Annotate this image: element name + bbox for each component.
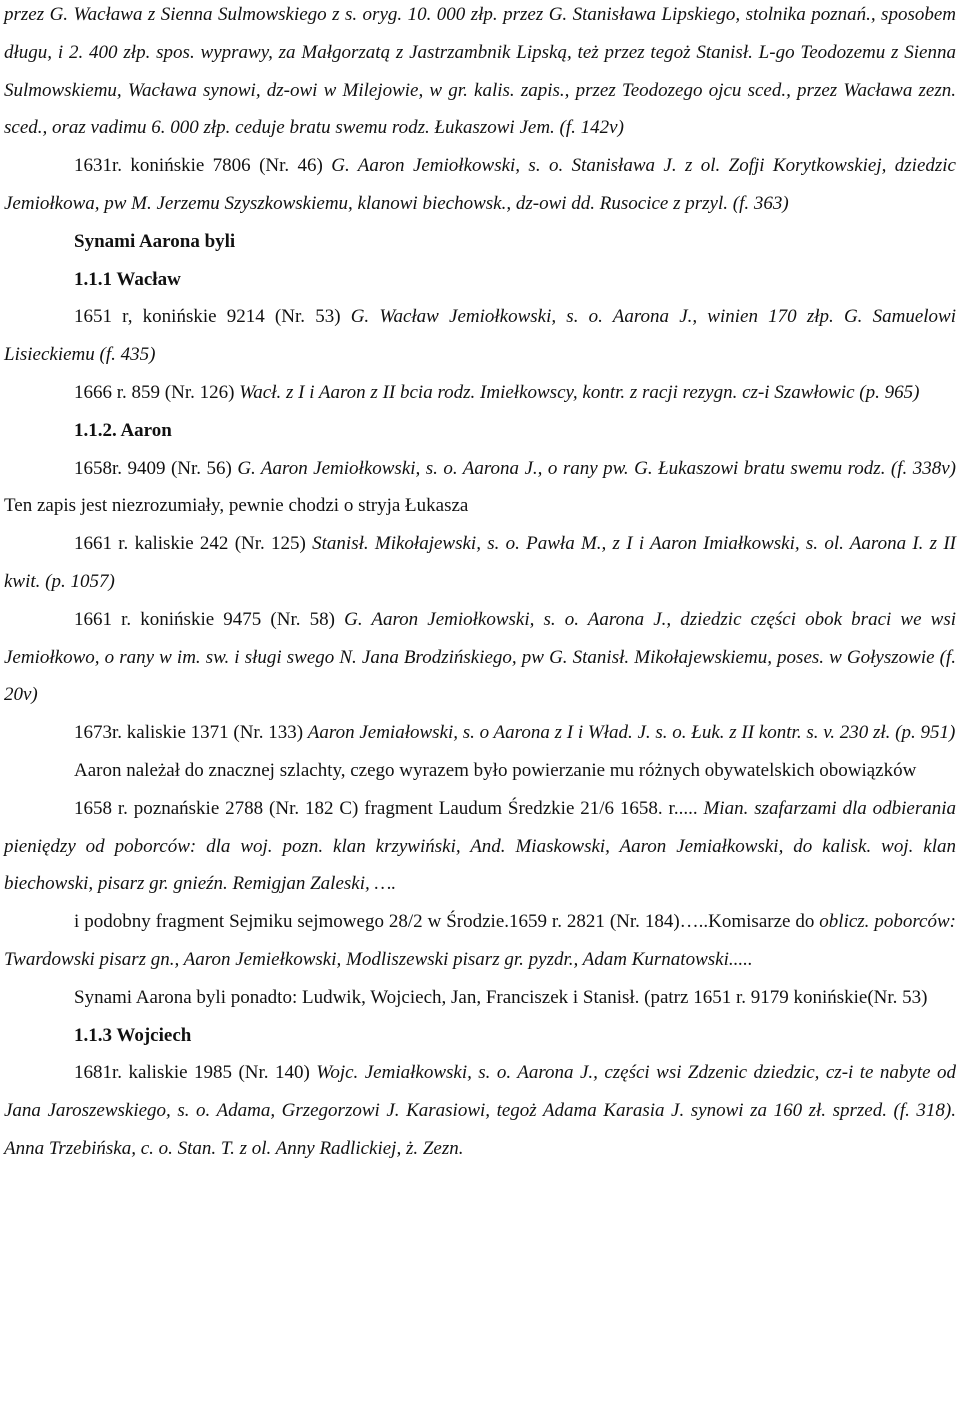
text-segment: oblicz. poborców: Twardowski pisarz gn., Aaron Jemiełkowski, Modliszewski pisarz gr. pyzdr., Adam Kurnatowski..... — [4, 911, 956, 970]
paragraph-sejmik — [4, 903, 956, 979]
section-heading-wojciech: 1.1.3 Wojciech — [74, 1024, 192, 1046]
text-segment: 1658 r. poznańskie 2788 (Nr. 182 C) fragment Laudum Średzkie 21/6 1658. r..... — [74, 797, 704, 819]
text-segment: Synami Aarona byli ponadto: Ludwik, Wojciech, Jan, Franciszek i Stanisł. (patrz 1651 r. 9179 konińskie(Nr. 53) — [74, 986, 928, 1008]
text-segment: przez G. Wacława z Sienna Sulmowskiego z s. oryg. 10. 000 złp. przez G. Stanisława Lipskiego, stolnika poznań., sposobem długu, i 2. 400 złp. spos. wyprawy, za Małgorzatą z Jastrzambnik Lipską, też przez tegoż Stanisł. L-go Teodozemu z Sienna Sulmowskiemu, Wacława synowi, dz-owi w Milejowie, w gr. kalis. zapis., przez Teodozego ojcu sced., przez Wacława zezn. sced., oraz vadimu 6. 000 złp. ceduje bratu swemu rodz. Łukaszowi Jem. (f. 142v) — [4, 4, 956, 139]
text-segment: G. Aaron Jemiołkowski, s. o. Aarona J., o rany pw. G. Łukaszowi bratu swemu rodz. (f. 338v) — [237, 457, 957, 479]
text-segment: Stanisł. Mikołajewski, s. o. Pawła M., z I i Aaron Imiałkowski, s. ol. Aarona I. z II kwit. (p. 1057) — [4, 533, 957, 592]
text-segment: Aaron należał do znacznej szlachty, czego wyrazem było powierzanie mu różnych obywatelskich obowiązków — [74, 759, 917, 781]
text-segment: 1681r. kaliskie 1985 (Nr. 140) — [74, 1062, 317, 1084]
text-segment: Ten zapis jest niezrozumiały, pewnie chodzi o stryja Łukasza — [4, 495, 469, 517]
paragraph-1661-kaliskie — [4, 525, 956, 601]
paragraph-1661-koninskie — [4, 601, 956, 714]
text-segment: Mian. szafarzami dla odbierania pieniędzy od poborców: dla woj. pozn. klan krzywiński, And. Miaskowski, Aaron Jemiałkowski, do kalisk. woj. klan biechowski, pisarz gr. gnieźn. Remigjan Zaleski, …. — [4, 797, 956, 895]
text-segment: 1631r. konińskie 7806 (Nr. 46) — [74, 155, 332, 177]
text-segment: 1673r. kaliskie 1371 (Nr. 133) — [74, 722, 308, 744]
text-segment: Wacł. z I i Aaron z II bcia rodz. Imiełkowscy, kontr. z racji rezygn. cz-i Szawłowic (p. 965) — [239, 381, 920, 403]
text-segment: 1661 r. konińskie 9475 (Nr. 58) — [74, 608, 345, 630]
text-segment: 1658r. 9409 (Nr. 56) — [74, 457, 238, 479]
text-segment: 1661 r. kaliskie 242 (Nr. 125) — [74, 533, 313, 555]
paragraph-laudum — [4, 790, 956, 903]
paragraph-1651 — [4, 298, 956, 374]
paragraph-note — [4, 752, 956, 790]
paragraph-1631 — [4, 147, 956, 223]
section-heading-aaron: 1.1.2. Aaron — [74, 419, 172, 441]
text-segment: 1651 r, konińskie 9214 (Nr. 53) — [74, 306, 351, 328]
text-segment: G. Aaron Jemiołkowski, s. o. Stanisława J. z ol. Zofji Korytkowskiej, dziedzic Jemiołkowa, pw M. Jerzemu Szyszkowskiemu, klanowi biechowsk., dz-owi dd. Rusocice z przyl. (f. 363) — [4, 155, 956, 214]
text-segment: G. Aaron Jemiołkowski, s. o. Aarona J., dziedzic części obok braci we wsi Jemiołkowo, o rany w im. sw. i sługi swego N. Jana Brodzińskiego, pw G. Stanisł. Mikołajewskiemu, poses. w Gołyszowie (f. 20v) — [4, 608, 956, 706]
paragraph-1 — [4, 0, 956, 147]
paragraph-sons — [4, 979, 956, 1017]
paragraph-1673 — [4, 714, 956, 752]
section-heading: Synami Aarona byli — [74, 230, 236, 252]
document-page — [4, 0, 956, 1168]
text-segment: Aaron Jemiałowski, s. o Aarona z I i Wład. J. s. o. Łuk. z II kontr. s. v. 230 zł. (p. 951) — [307, 722, 956, 744]
text-segment: 1666 r. 859 (Nr. 126) — [74, 381, 240, 403]
text-segment: G. Wacław Jemiołkowski, s. o. Aarona J., winien 170 złp. G. Samuelowi Lisieckiemu (f. 435) — [4, 306, 956, 366]
paragraph-1681 — [4, 1054, 956, 1167]
text-segment: i podobny fragment Sejmiku sejmowego 28/2 w Środzie.1659 r. 2821 (Nr. 184)…..Komisarze do — [74, 911, 820, 933]
paragraph-1666 — [4, 374, 956, 412]
section-heading-waclaw: 1.1.1 Wacław — [74, 268, 181, 290]
paragraph-1658 — [4, 450, 956, 526]
text-segment: Wojc. Jemiałkowski, s. o. Aarona J., części wsi Zdzenic dziedzic, cz-i te nabyte od Jana Jaroszewskiego, s. o. Adama, Grzegorzowi J. Karasiowi, tegoż Adama Karasia J. synowi za 160 zł. sprzed. (f. 318). Anna Trzebińska, c. o. Stan. T. z ol. Anny Radlickiej, ż. Zezn. — [4, 1062, 956, 1159]
